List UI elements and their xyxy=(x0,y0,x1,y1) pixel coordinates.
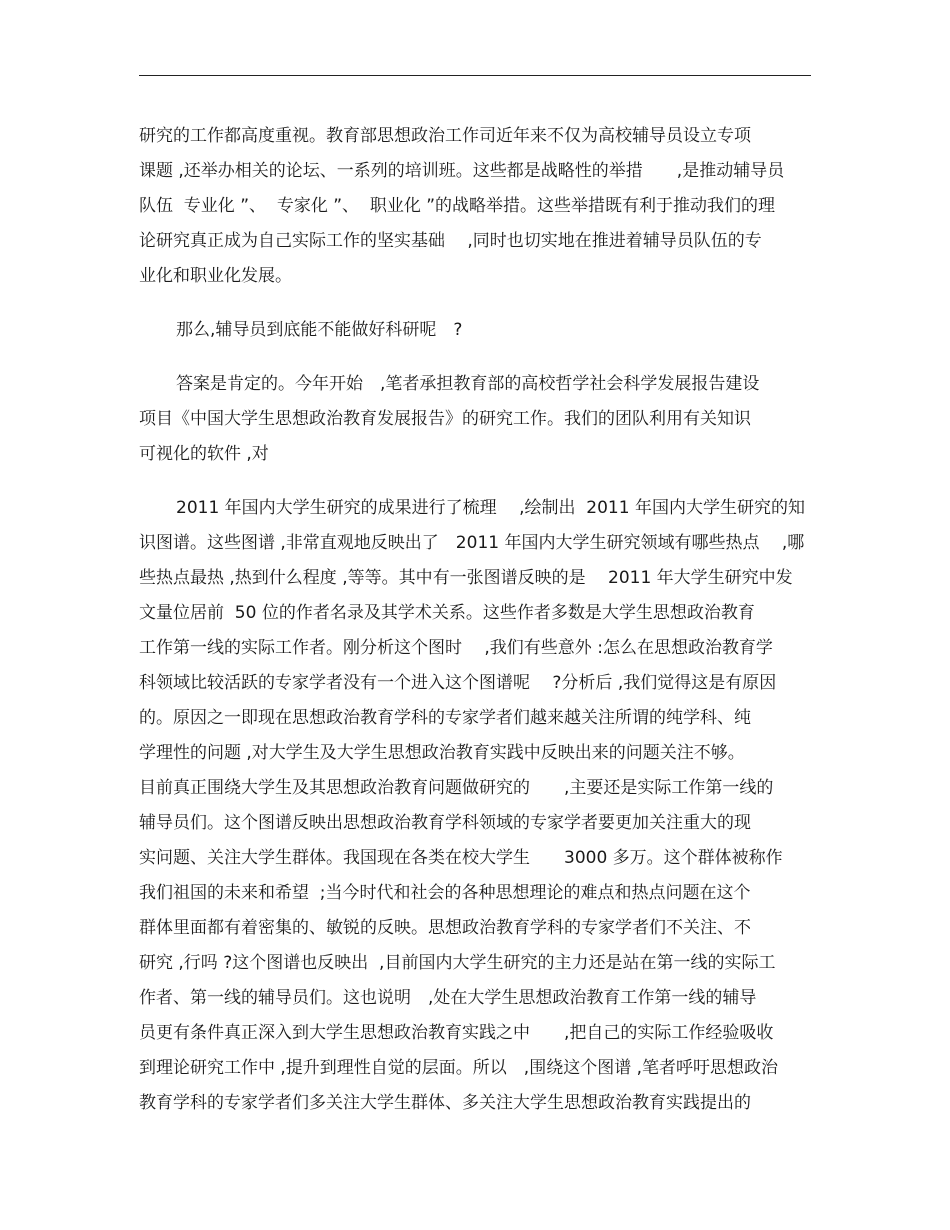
text-line: 些热点最热 ,热到什么程度 ,等等。其中有一张图谱反映的是 2011 年大学生研究中发 xyxy=(139,568,793,588)
text-line: 群体里面都有着密集的、敏锐的反映。思想政治教育学科的专家学者们不关注、不 xyxy=(139,918,751,938)
text-line: 识图谱。这些图谱 ,非常直观地反映出了 2011 年国内大学生研究领域有哪些热点 ,哪 xyxy=(139,533,805,553)
text-line: 论研究真正成为自己实际工作的坚实基础 ,同时也切实地在推进着辅导员队伍的专 xyxy=(139,231,762,251)
text-line: 我们祖国的未来和希望 ;当今时代和社会的各种思想理论的难点和热点问题在这个 xyxy=(139,883,751,903)
text-line: 答案是肯定的。今年开始 ,笔者承担教育部的高校哲学社会科学发展报告建设 xyxy=(176,374,760,394)
text-line: 2011 年国内大学生研究的成果进行了梳理 ,绘制出 2011 年国内大学生研究的知 xyxy=(176,498,805,518)
text-line: 研究的工作都高度重视。教育部思想政治工作司近年来不仅为高校辅导员设立专项 xyxy=(139,126,751,146)
text-line: 作者、第一线的辅导员们。这也说明 ,处在大学生思想政治教育工作第一线的辅导 xyxy=(139,988,757,1008)
text-line: 工作第一线的实际工作者。刚分析这个图时 ,我们有些意外 :怎么在思想政治教育学 xyxy=(139,638,773,658)
text-line: 可视化的软件 ,对 xyxy=(139,444,269,464)
text-line: 文量位居前 50 位的作者名录及其学术关系。这些作者多数是大学生思想政治教育 xyxy=(139,603,755,623)
text-line: 教育学科的专家学者们多关注大学生群体、多关注大学生思想政治教育实践提出的 xyxy=(139,1093,751,1113)
text-line: 学理性的问题 ,对大学生及大学生思想政治教育实践中反映出来的问题关注不够。 xyxy=(139,743,745,763)
text-line: 队伍 专业化 ”、 专家化 ”、 职业化 ”的战略举措。这些举措既有利于推动我们的理 xyxy=(139,196,776,216)
text-line: 项目《中国大学生思想政治教育发展报告》的研究工作。我们的团队利用有关知识 xyxy=(139,409,751,429)
text-line: 业化和职业化发展。 xyxy=(139,266,292,286)
text-line: 员更有条件真正深入到大学生思想政治教育实践之中 ,把自己的实际工作经验吸收 xyxy=(139,1023,774,1043)
text-line: 那么,辅导员到底能不能做好科研呢 ? xyxy=(176,320,463,340)
header-rule xyxy=(139,75,811,76)
text-line: 的。原因之一即现在思想政治教育学科的专家学者们越来越关注所谓的纯学科、纯 xyxy=(139,708,751,728)
text-line: 实问题、关注大学生群体。我国现在各类在校大学生 3000 多万。这个群体被称作 xyxy=(139,848,783,868)
text-line: 到理论研究工作中 ,提升到理性自觉的层面。所以 ,围绕这个图谱 ,笔者呼吁思想政治 xyxy=(139,1058,779,1078)
text-line: 研究 ,行吗 ?这个图谱也反映出 ,目前国内大学生研究的主力还是站在第一线的实际工 xyxy=(139,953,776,973)
text-line: 目前真正围绕大学生及其思想政治教育问题做研究的 ,主要还是实际工作第一线的 xyxy=(139,778,774,798)
text-line: 辅导员们。这个图谱反映出思想政治教育学科领域的专家学者要更加关注重大的现 xyxy=(139,813,751,833)
text-line: 课题 ,还举办相关的论坛、一系列的培训班。这些都是战略性的举措 ,是推动辅导员 xyxy=(139,161,785,181)
text-line: 科领域比较活跃的专家学者没有一个进入这个图谱呢 ?分析后 ,我们觉得这是有原因 xyxy=(139,673,777,693)
